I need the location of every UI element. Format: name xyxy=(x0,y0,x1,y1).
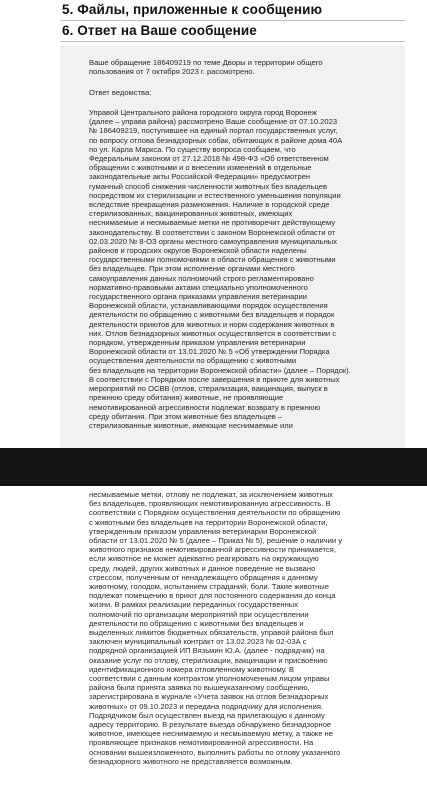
answer-text-line: адресу территорию. В результате выезда обнаружено безнадзорное xyxy=(89,720,332,730)
answer-text-line: осуществления деятельности по обращению с животными xyxy=(89,356,297,366)
answer-text-line: оказание услуг по отлову, стерилизации, вакцинации и присвоению xyxy=(89,655,328,665)
answer-text-line: законодательные акты Российской Федерации» предусмотрен xyxy=(89,172,311,182)
answer-text-line: них. Отлов безнадзорных животных осуществляется в соответствии с xyxy=(89,328,337,338)
answer-text-line: Подрядчиком был осуществлен выезд на прилегающую к данному xyxy=(89,710,325,720)
answer-text-line: деятельности приютов для животных и норм содержания животных в xyxy=(89,319,335,329)
answer-text-line: самоуправления данных полномочий строго регламентировано xyxy=(89,273,314,283)
answer-text-line: идентификационного номера отловленному животному. В xyxy=(89,664,295,674)
document-page-bottom xyxy=(0,486,427,793)
answer-text-line: Воронежской области от 13.01.2020 № 5 «Об утверждении Порядка xyxy=(89,347,330,357)
answer-text-line: без владельцев. При этом исполнение органами местного xyxy=(89,264,295,274)
answer-text-line: района была принята заявка по вышеуказанному сообщению, xyxy=(89,683,310,693)
answer-text-line: области от 13.01.2020 № 5 (далее – Приказ № 5), решение о наличии у xyxy=(89,536,343,546)
answer-text-line: № 186409219, поступившее на единый портал государственных услуг, xyxy=(89,126,338,136)
answer-text-line: районов и городских округов Воронежской области наделены xyxy=(89,246,307,256)
section-heading-files: 5. Файлы, приложенные к сообщению xyxy=(62,2,323,17)
answer-text-line: основании вышеизложенного, выполнить работы по отлову указанного xyxy=(89,747,341,757)
answer-text-line: обращении с животными и о внесении изменений в отдельные xyxy=(89,163,312,173)
answer-text-line: жизни. В рамках реализации переданных государственных xyxy=(89,600,299,610)
answer-text-line: порядком, утвержденным приказом управления ветеринарии xyxy=(89,338,306,348)
answer-text-line: утвержденным приказом управления ветеринарии Воронежской xyxy=(89,526,317,536)
heading-divider xyxy=(60,41,405,42)
answer-text-line: посредством их стерилизации и естественного уменьшения популяции xyxy=(89,190,341,200)
answer-text-line: среду, людей, других животных и данное поведение не вызвано xyxy=(89,563,316,573)
answer-text-line: зарегистрирована в журнале «Учета заявок на отлов безнадзорных xyxy=(89,692,329,702)
answer-text-line: проявляющее признаков немотивированной агрессивности. На xyxy=(89,738,314,748)
answer-text-line: Управой Центрального района городского округа город Воронеж xyxy=(89,108,317,117)
answer-text-line: заключен муниципальный контракт от 13.02.2023 № 02-03А с xyxy=(89,637,307,647)
answer-text-line: стерилизованных, вакцинированных животных, имеющих xyxy=(89,209,293,219)
appeal-intro: Ваше обращение 186409219 по теме Дворы и территории общего пользования от 7 октября 2023 г. рассмотрено. xyxy=(89,58,323,77)
answer-text-line: прежнюю среду обитания) животные, не проявляющие xyxy=(89,393,284,403)
answer-text-line: 02.03.2020 № 8-ОЗ органы местного самоуправления муниципальных xyxy=(89,236,338,246)
answer-text-line: соответствии с данным контрактом уполномоченным лицом управы xyxy=(89,674,330,684)
answer-text-line: по вопросу отлова безнадзорных собак, обитающих в районе дома 40А xyxy=(89,135,343,145)
answer-text-line: несмываемые метки, отлову не подлежат, за исключением животных xyxy=(89,490,333,499)
answer-text-part2 xyxy=(89,490,342,766)
answer-text-part1 xyxy=(89,108,351,430)
answer-text-line: подлежат помещению в приют для постоянного содержания до конца xyxy=(89,591,336,601)
answer-text-line: с животными без владельцев на территории Воронежской области, xyxy=(89,517,328,527)
page-separator xyxy=(0,448,427,486)
answer-text-line: деятельности по обращению с животными без владельцев и xyxy=(89,618,304,628)
answer-text-line: деятельности по обращению с животными без владельцев и порядок xyxy=(89,310,335,320)
answer-text-line: (далее – управа района) рассмотрено Ваше сообщение от 07.10.2023 xyxy=(89,117,338,127)
answer-text-line: стрессом, полученным от ненадлежащего обращения к данному xyxy=(89,572,318,582)
answer-text-line: неснимаемые и несмываемые метки не противоречит действующему xyxy=(89,218,336,228)
answer-text-line: без владельцев на территории Воронежской области» (далее – Порядок). xyxy=(89,365,351,375)
answer-text-line: мероприятий по ОСВВ (отлов, стерилизация, вакцинация, выпуск в xyxy=(89,384,328,394)
answer-text-line: Воронежской области, устанавливающими порядок осуществления xyxy=(89,301,328,311)
answer-text-line: подрядной организацией ИП Вязьмин Ю.А. (далее - подрядчик) на xyxy=(89,646,325,656)
answer-text-line: нормативно-правовыми актами специально уполномоченного xyxy=(89,282,308,292)
answer-text-line: гуманный способ снижения численности животных без владельцев xyxy=(89,181,327,191)
answer-text-line: Федеральным законом от 27.12.2018 № 498-ФЗ «Об ответственном xyxy=(89,154,329,164)
answer-text-line: стерилизованные животные, имеющие неснимаемые или xyxy=(89,420,293,430)
answer-text-line: полномочий по организации мероприятий при осуществлении xyxy=(89,609,309,619)
answer-text-line: животных» от 09.10.2023 и передана подрядчику для исполнения. xyxy=(89,701,324,711)
answer-text-line: вследствие прекращения размножения. Наличие в городской среде xyxy=(89,200,330,210)
answer-text-line: если животное не может адекватно реагировать на окружающую xyxy=(89,554,319,564)
answer-text-line: животному, голодом, испытанием страданий, боли. Такие животные xyxy=(89,582,329,592)
answer-label: Ответ ведомства: xyxy=(89,88,152,97)
answer-text-line: среду обитания. При этом животные без владельцев – xyxy=(89,411,283,421)
answer-text-line: законодательству. В соответствии с законом Воронежской области от xyxy=(89,227,336,237)
answer-text-line: без владельцев, проявляющих немотивированную агрессивность. В xyxy=(89,499,331,509)
answer-text-line: по ул. Карла Маркса. По существу вопроса сообщаем, что xyxy=(89,144,296,154)
answer-text-line: животное, имеющее неснимаемую и несмываемую метку, а также не xyxy=(89,729,333,739)
answer-text-line: выделенных лимитов бюджетных обязательств, управой района был xyxy=(89,628,334,638)
answer-text-line: животного признаков немотивированной агрессивности принимается, xyxy=(89,545,336,555)
heading-divider xyxy=(60,20,405,21)
answer-text-line: В соответствии с Порядком после завершения в приюте для животных xyxy=(89,374,340,384)
answer-text-line: безнадзорного животного не представляется возможным. xyxy=(89,756,293,766)
answer-text-line: немотивированной агрессивности подлежат возврату в прежнюю xyxy=(89,402,321,412)
answer-text-line: соответствии с Порядком осуществления деятельности по обращению xyxy=(89,508,341,518)
answer-text-line: государственными полномочиями в области обращения с животными xyxy=(89,255,336,265)
section-heading-answer: 6. Ответ на Ваше сообщение xyxy=(62,23,257,38)
answer-text-line: государственного органа приказами управления ветеринарии xyxy=(89,292,307,302)
